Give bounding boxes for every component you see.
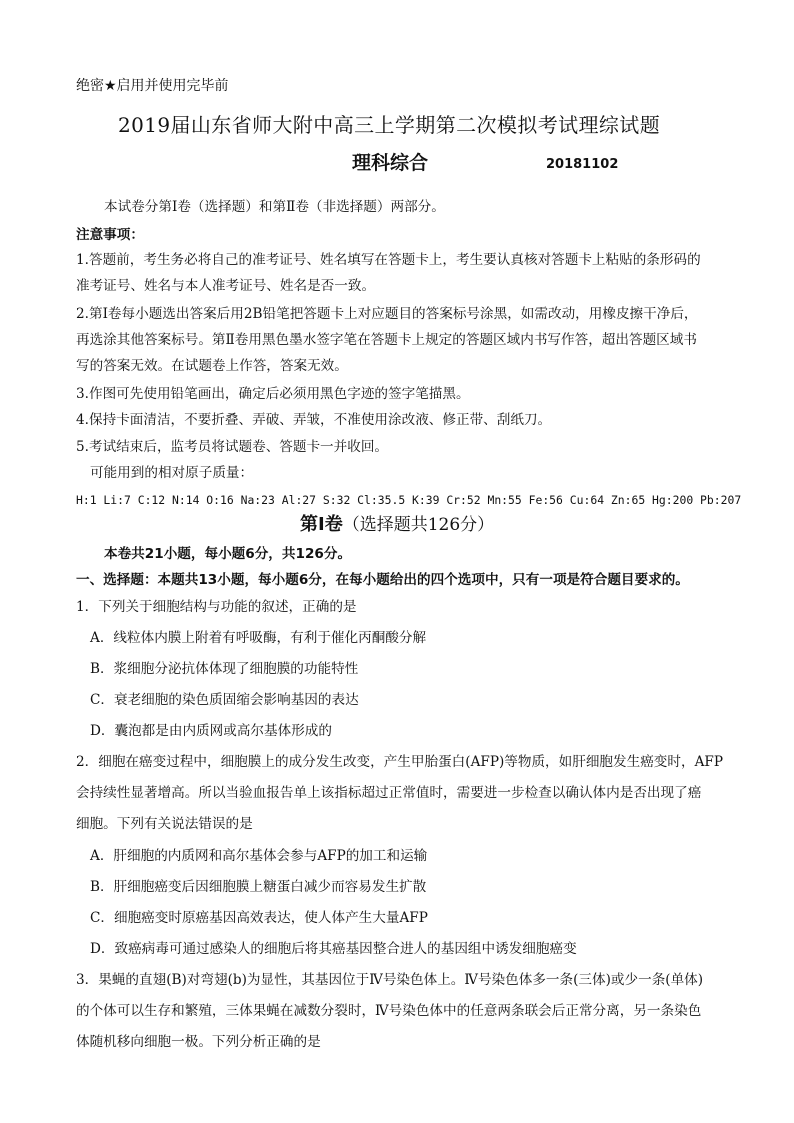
- part-1-title-main: 第Ⅰ卷: [300, 514, 343, 535]
- question-2-stem-line-1: 2．细胞在癌变过程中，细胞膜上的成分发生改变，产生甲胎蛋白(AFP)等物质，如肝细胞发生癌变时，AFP: [76, 754, 723, 770]
- exam-subtitle: 理科综合: [352, 152, 429, 174]
- note-2-line-1: 2.第Ⅰ卷每小题选出答案后用2B铅笔把答题卡上对应题目的答案标号涂黑，如需改动，用橡皮擦干净后，: [76, 306, 698, 322]
- question-2-option-d: D．致癌病毒可通过感染人的细胞后将其癌基因整合进人的基因组中诱发细胞癌变: [90, 941, 577, 957]
- atomic-mass-label: 可能用到的相对原子质量：: [90, 465, 254, 481]
- exam-title: 2019届山东省师大附中高三上学期第二次模拟考试理综试题: [118, 113, 661, 137]
- note-1-line-1: 1.答题前，考生务必将自己的准考证号、姓名填写在答题卡上，考生要认真核对答题卡上粘贴的条形码的: [76, 252, 701, 268]
- question-3-stem-line-1: 3．果蝇的直翅(B)对弯翅(b)为显性，其基因位于Ⅳ号染色体上。Ⅳ号染色体多一条(三体)或少一条(单体): [76, 972, 704, 988]
- part-1-title-sub: （选择题共126分）: [342, 515, 495, 535]
- question-1-stem: 1．下列关于细胞结构与功能的叙述，正确的是: [76, 599, 357, 615]
- question-2-option-b: B．肝细胞癌变后因细胞膜上糖蛋白减少而容易发生扩散: [90, 879, 427, 895]
- part-1-summary: 本卷共21小题，每小题6分，共126分。: [104, 546, 352, 562]
- question-1-option-a: A．线粒体内膜上附着有呼吸酶，有利于催化丙酮酸分解: [90, 630, 427, 646]
- notes-heading: 注意事项：: [76, 227, 144, 243]
- note-5: 5.考试结束后，监考员将试题卷、答题卡一并收回。: [76, 439, 389, 455]
- atomic-mass-values: H:1 Li:7 C:12 N:14 O:16 Na:23 Al:27 S:32 Cl:35.5 K:39 Cr:52 Mn:55 Fe:56 Cu:64 Zn:65 Hg:200 Pb:207: [76, 493, 742, 507]
- exam-date: 20181102: [546, 157, 619, 172]
- question-1-option-c: C．衰老细胞的染色质固缩会影响基因的表达: [90, 692, 359, 708]
- question-1-option-d: D．囊泡都是由内质网或高尔基体形成的: [90, 723, 332, 739]
- section-1-heading: 一、选择题：本题共13小题，每小题6分，在每小题给出的四个选项中，只有一项是符合题目要求的。: [76, 572, 689, 588]
- note-1-line-2: 准考证号、姓名与本人准考证号、姓名是否一致。: [76, 278, 376, 294]
- intro-text: 本试卷分第Ⅰ卷（选择题）和第Ⅱ卷（非选择题）两部分。: [104, 199, 445, 215]
- question-2-option-a: A．肝细胞的内质网和高尔基体会参与AFP的加工和运输: [90, 848, 428, 864]
- note-2-line-3: 写的答案无效。在试题卷上作答，答案无效。: [76, 358, 348, 374]
- note-2-line-2: 再选涂其他答案标号。第Ⅱ卷用黑色墨水签字笔在答题卡上规定的答题区域内书写作答，超出答题区域书: [76, 332, 697, 348]
- question-3-stem-line-2: 的个体可以生存和繁殖，三体果蝇在减数分裂时，Ⅳ号染色体中的任意两条联会后正常分离，另一条染色: [76, 1003, 702, 1019]
- question-2-stem-line-3: 细胞。下列有关说法错误的是: [76, 816, 253, 832]
- question-1-option-b: B．浆细胞分泌抗体体现了细胞膜的功能特性: [90, 661, 359, 677]
- note-3: 3.作图可先使用铅笔画出，确定后必须用黑色字迹的签字笔描黑。: [76, 386, 470, 402]
- part-1-title: [300, 514, 494, 536]
- question-2-stem-line-2: 会持续性显著增高。所以当验血报告单上该指标超过正常值时，需要进一步检查以确认体内是否出现了癌: [76, 785, 702, 801]
- secret-label: 绝密★启用并使用完毕前: [76, 78, 229, 94]
- note-4: 4.保持卡面清洁，不要折叠、弄破、弄皱，不准使用涂改液、修正带、刮纸刀。: [76, 412, 552, 428]
- question-3-stem-line-3: 体随机移向细胞一极。下列分析正确的是: [76, 1034, 321, 1050]
- question-2-option-c: C．细胞癌变时原癌基因高效表达，使人体产生大量AFP: [90, 910, 428, 926]
